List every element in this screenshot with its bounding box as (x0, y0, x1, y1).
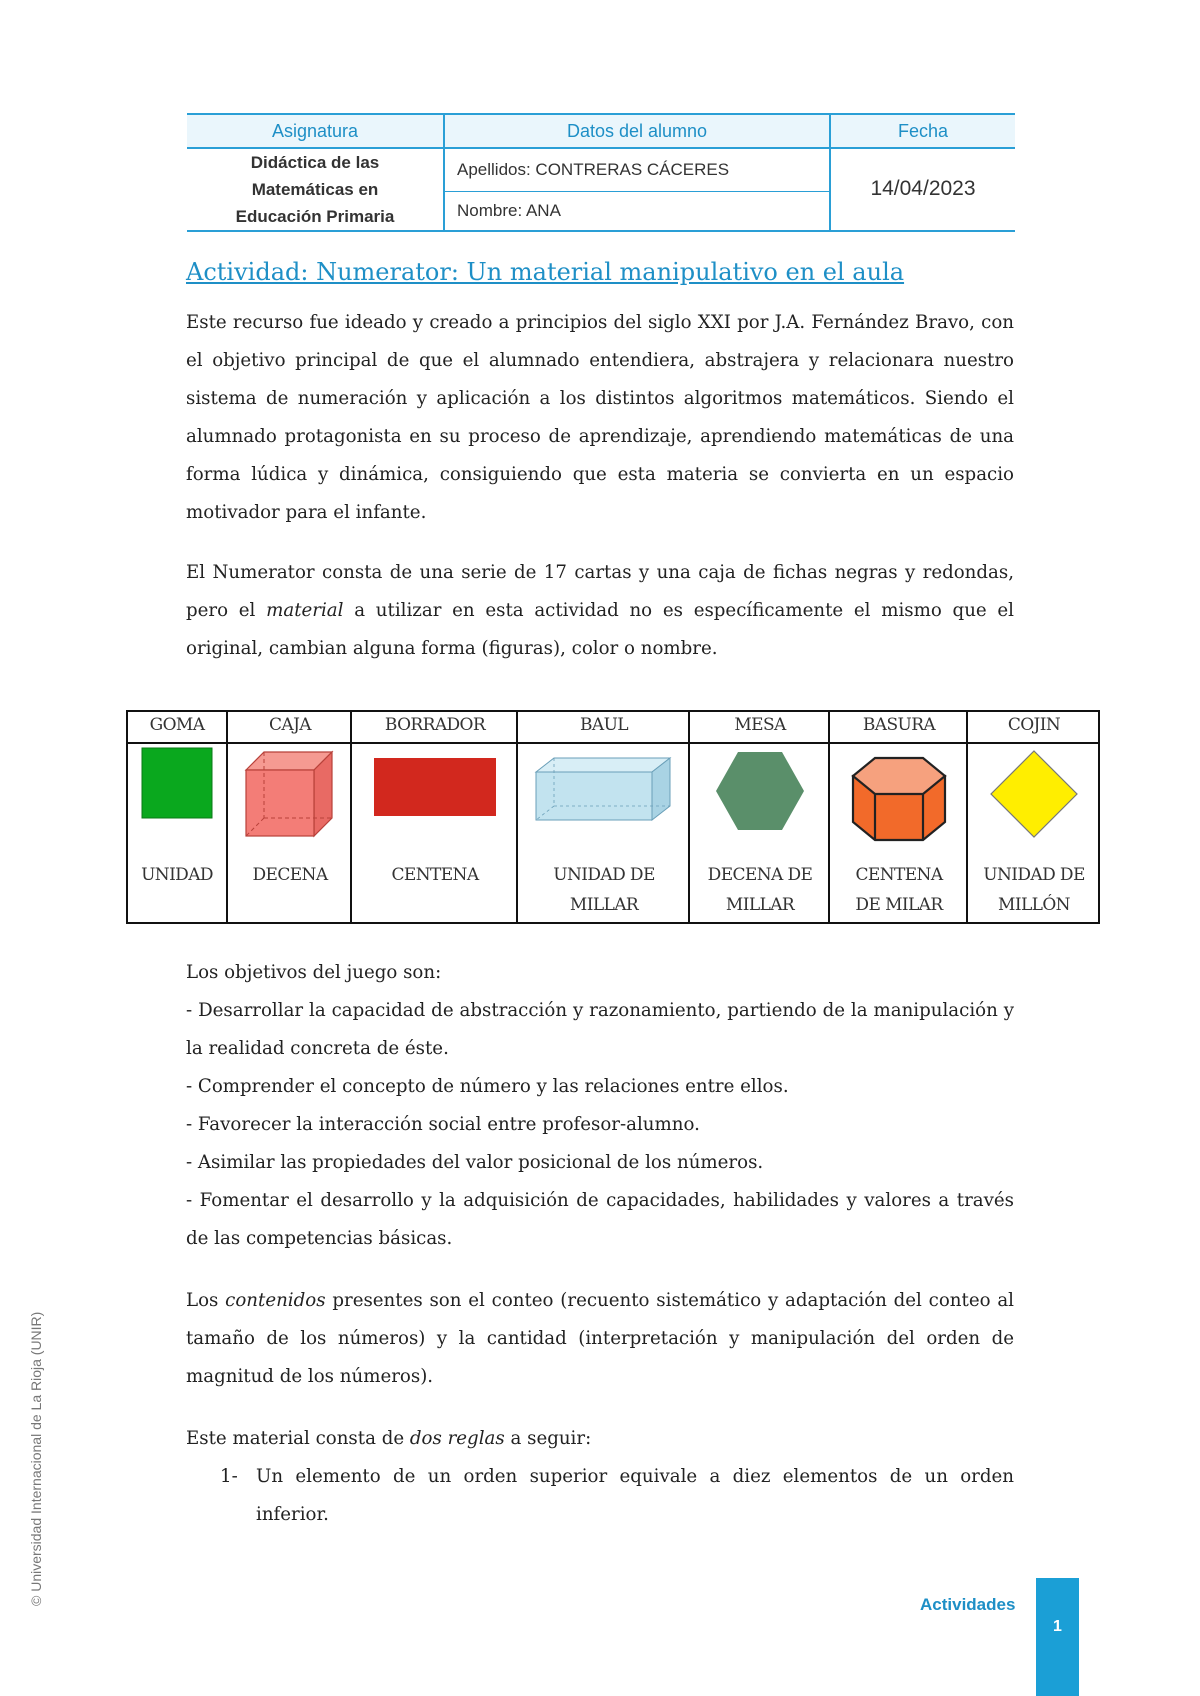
rule-item (220, 1458, 1014, 1534)
card-unit-line: DECENA (252, 865, 328, 885)
card-name: MESA (734, 715, 786, 735)
text-span: Los (186, 1290, 226, 1311)
material-paragraph (186, 554, 1014, 668)
page-number-box (1036, 1578, 1079, 1696)
card-header-line (830, 742, 968, 744)
page-number: 1 (1053, 1618, 1062, 1635)
card-name: COJIN (1007, 715, 1061, 735)
header-student-label: Datos del alumno (566, 121, 708, 141)
text-span: El Numerator consta de una serie de 17 cartas y una caja de fichas negras y redondas, pero el (186, 562, 1014, 621)
pink-cube-icon (240, 746, 340, 846)
objective-item: - Fomentar el desarrollo y la adquisición de capacidades, habilidades y valores a través de las competencias básicas. (186, 1190, 1014, 1249)
card-unit (968, 860, 1100, 920)
text-span: presentes son el conteo (recuento sistemático y adaptación del conteo al tamaño de los números) y la cantidad (interpretación y manipulación del orden de magnitud de los números). (186, 1290, 1014, 1387)
card-column-cojin (966, 712, 1100, 922)
copyright-notice: © Universidad Internacional de La Rioja (UNIR) (28, 1311, 44, 1606)
emphasis-text: contenidos (225, 1290, 326, 1311)
light-blue-prism-icon (532, 754, 674, 826)
card-name: CAJA (269, 715, 311, 735)
text-span: Este material consta de (186, 1428, 410, 1449)
card-unit (128, 860, 226, 890)
objective-item: - Comprender el concepto de número y las relaciones entre ellos. (186, 1076, 789, 1097)
card-header-line (690, 742, 830, 744)
objectives-intro: Los objetivos del juego son: (186, 962, 442, 983)
card-unit-line: UNIDAD DE (553, 865, 655, 885)
activity-title: Actividad: Numerator: Un material manipulativo en el aula (186, 258, 905, 286)
subject-line: Educación Primaria (235, 207, 395, 226)
footer-label: Actividades (920, 1595, 1016, 1614)
yellow-diamond-icon (988, 748, 1080, 840)
card-column-goma (128, 712, 226, 922)
header-table (187, 113, 1015, 232)
student-divider (445, 191, 829, 192)
card-name: BASURA (862, 715, 936, 735)
header-divider (443, 113, 445, 232)
card-unit-line: CENTENA (391, 865, 479, 885)
card-name: BAUL (580, 715, 628, 735)
intro-paragraph: Este recurso fue ideado y creado a principios del siglo XXI por J.A. Fernández Bravo, con el objetivo principal de que el alumnado entendiera, abstrajera y relacionara nuestro sistema de numeración y aplicación a los distintos algoritmos matemáticos. Siendo el alumnado protagonista en su proceso de aprendizaje, aprendiendo matemáticas de una forma lúdica y dinámica, consiguiendo que esta materia se convierta en un espacio motivador para el infante. (186, 312, 1014, 523)
red-rectangle-icon (372, 756, 498, 820)
card-header-line (352, 742, 518, 744)
card-unit (518, 860, 690, 920)
orange-hexagonal-prism-icon (850, 746, 948, 844)
card-column-basura (828, 712, 968, 922)
header-row (187, 113, 1015, 149)
student-name: Nombre: ANA (457, 201, 561, 220)
text-span: a utilizar en esta actividad no es específicamente el mismo que el original, cambian alguna forma (figuras), color o nombre. (186, 600, 1014, 659)
card-name: GOMA (149, 715, 205, 735)
card-header-line (968, 742, 1100, 744)
card-unit-line: MILLAR (725, 895, 795, 915)
student-surname: Apellidos: CONTRERAS CÁCERES (457, 160, 730, 179)
card-unit-line: UNIDAD DE (983, 865, 1085, 885)
contents-paragraph (186, 1282, 1014, 1396)
header-subject-label: Asignatura (271, 121, 359, 141)
card-unit (228, 860, 352, 890)
rule-number: 1- (220, 1466, 238, 1487)
card-unit (830, 860, 968, 920)
green-square-icon (140, 746, 214, 820)
green-hexagon-icon (714, 748, 806, 834)
emphasis-text: material (266, 600, 344, 621)
card-column-mesa (688, 712, 830, 922)
card-column-caja (226, 712, 352, 922)
subject-line: Didáctica de las (250, 153, 380, 172)
emphasis-text: dos reglas (409, 1428, 505, 1449)
subject-name (187, 149, 443, 229)
rule-text: Un elemento de un orden superior equivale a diez elementos de un orden inferior. (256, 1466, 1014, 1525)
card-unit (690, 860, 830, 920)
objective-item: - Asimilar las propiedades del valor posicional de los números. (186, 1152, 764, 1173)
header-date-label: Fecha (897, 121, 949, 141)
rules-intro (186, 1420, 1014, 1458)
submission-date: 14/04/2023 (870, 177, 976, 200)
cards-table (126, 710, 1100, 924)
card-unit-line: DE MILAR (855, 895, 943, 915)
objective-item: - Desarrollar la capacidad de abstracción y razonamiento, partiendo de la manipulación y la realidad concreta de éste. (186, 1000, 1014, 1059)
card-header-line (518, 742, 690, 744)
card-name: BORRADOR (384, 715, 486, 735)
card-header-line (128, 742, 226, 744)
card-unit (352, 860, 518, 890)
card-header-line (228, 742, 352, 744)
card-unit-line: MILLÓN (998, 895, 1070, 915)
subject-line: Matemáticas en (251, 180, 379, 199)
card-unit-line: DECENA DE (707, 865, 813, 885)
text-span: a seguir: (504, 1428, 592, 1449)
card-column-borrador (350, 712, 518, 922)
card-unit-line: CENTENA (855, 865, 943, 885)
card-unit-line: MILLAR (569, 895, 639, 915)
card-unit-line: UNIDAD (141, 865, 213, 885)
card-column-baul (516, 712, 690, 922)
header-bottom-border (187, 230, 1015, 232)
objective-item: - Favorecer la interacción social entre profesor-alumno. (186, 1114, 700, 1135)
